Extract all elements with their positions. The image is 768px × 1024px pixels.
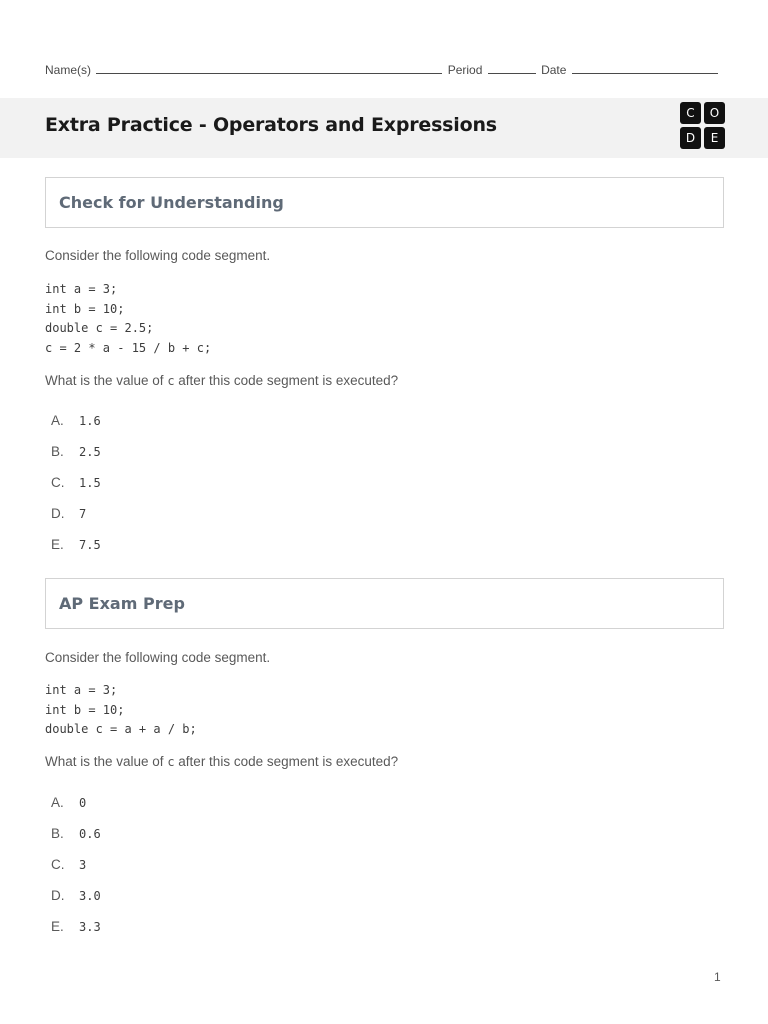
choice-letter: B. [51, 826, 64, 841]
logo-letter: D [680, 127, 701, 149]
student-info-line [45, 62, 725, 77]
question-prompt [45, 373, 398, 388]
section-heading: AP Exam Prep [59, 594, 185, 613]
choice-letter: E. [51, 537, 64, 552]
code-segment: int a = 3; int b = 10; double c = a + a / b; [45, 683, 197, 736]
answer-choice[interactable] [51, 794, 86, 810]
page-number: 1 [714, 970, 721, 984]
choice-value: 3.3 [79, 920, 101, 934]
question-variable: c [167, 755, 175, 769]
period-blank[interactable] [488, 62, 536, 74]
choice-value: 7 [79, 507, 87, 521]
answer-choice[interactable] [51, 536, 101, 552]
question-text: after this code segment is executed? [174, 373, 399, 388]
question-text: after this code segment is executed? [174, 754, 399, 769]
answer-choice[interactable] [51, 443, 101, 459]
choice-value: 3 [79, 858, 87, 872]
answer-choice[interactable] [51, 856, 86, 872]
choice-letter: D. [51, 506, 65, 521]
answer-choice[interactable] [51, 887, 101, 903]
date-label: Date [541, 63, 567, 77]
choice-value: 2.5 [79, 445, 101, 459]
answer-choice[interactable] [51, 412, 101, 428]
name-blank[interactable] [96, 62, 442, 74]
question-variable: c [167, 374, 175, 388]
period-label: Period [447, 63, 483, 77]
choice-letter: C. [51, 857, 65, 872]
choice-value: 0.6 [79, 827, 101, 841]
section-header-check-for-understanding [45, 177, 724, 228]
section-header-ap-exam-prep [45, 578, 724, 629]
choice-value: 7.5 [79, 538, 101, 552]
choice-value: 1.6 [79, 414, 101, 428]
choice-value: 3.0 [79, 889, 101, 903]
choice-letter: C. [51, 475, 65, 490]
code-segment: int a = 3; int b = 10; double c = 2.5; c = 2 * a - 15 / b + c; [45, 282, 212, 355]
question-text: What is the value of [45, 373, 168, 388]
page-title: Extra Practice - Operators and Expressions [45, 114, 497, 136]
section-heading: Check for Understanding [59, 193, 284, 212]
question-intro: Consider the following code segment. [45, 248, 271, 263]
date-blank[interactable] [572, 62, 718, 74]
choice-letter: A. [51, 413, 64, 428]
question-prompt [45, 754, 398, 769]
logo-letter: E [704, 127, 725, 149]
answer-choice[interactable] [51, 474, 101, 490]
logo-letter: O [704, 102, 725, 124]
answer-choice[interactable] [51, 918, 101, 934]
question-intro: Consider the following code segment. [45, 650, 271, 665]
name-label: Name(s) [45, 63, 92, 77]
code-logo [680, 102, 725, 150]
answer-choice[interactable] [51, 505, 86, 521]
answer-choice[interactable] [51, 825, 101, 841]
choice-letter: D. [51, 888, 65, 903]
choice-letter: E. [51, 919, 64, 934]
choice-letter: A. [51, 795, 64, 810]
choice-value: 0 [79, 796, 87, 810]
question-text: What is the value of [45, 754, 168, 769]
logo-letter: C [680, 102, 701, 124]
choice-value: 1.5 [79, 476, 101, 490]
choice-letter: B. [51, 444, 64, 459]
